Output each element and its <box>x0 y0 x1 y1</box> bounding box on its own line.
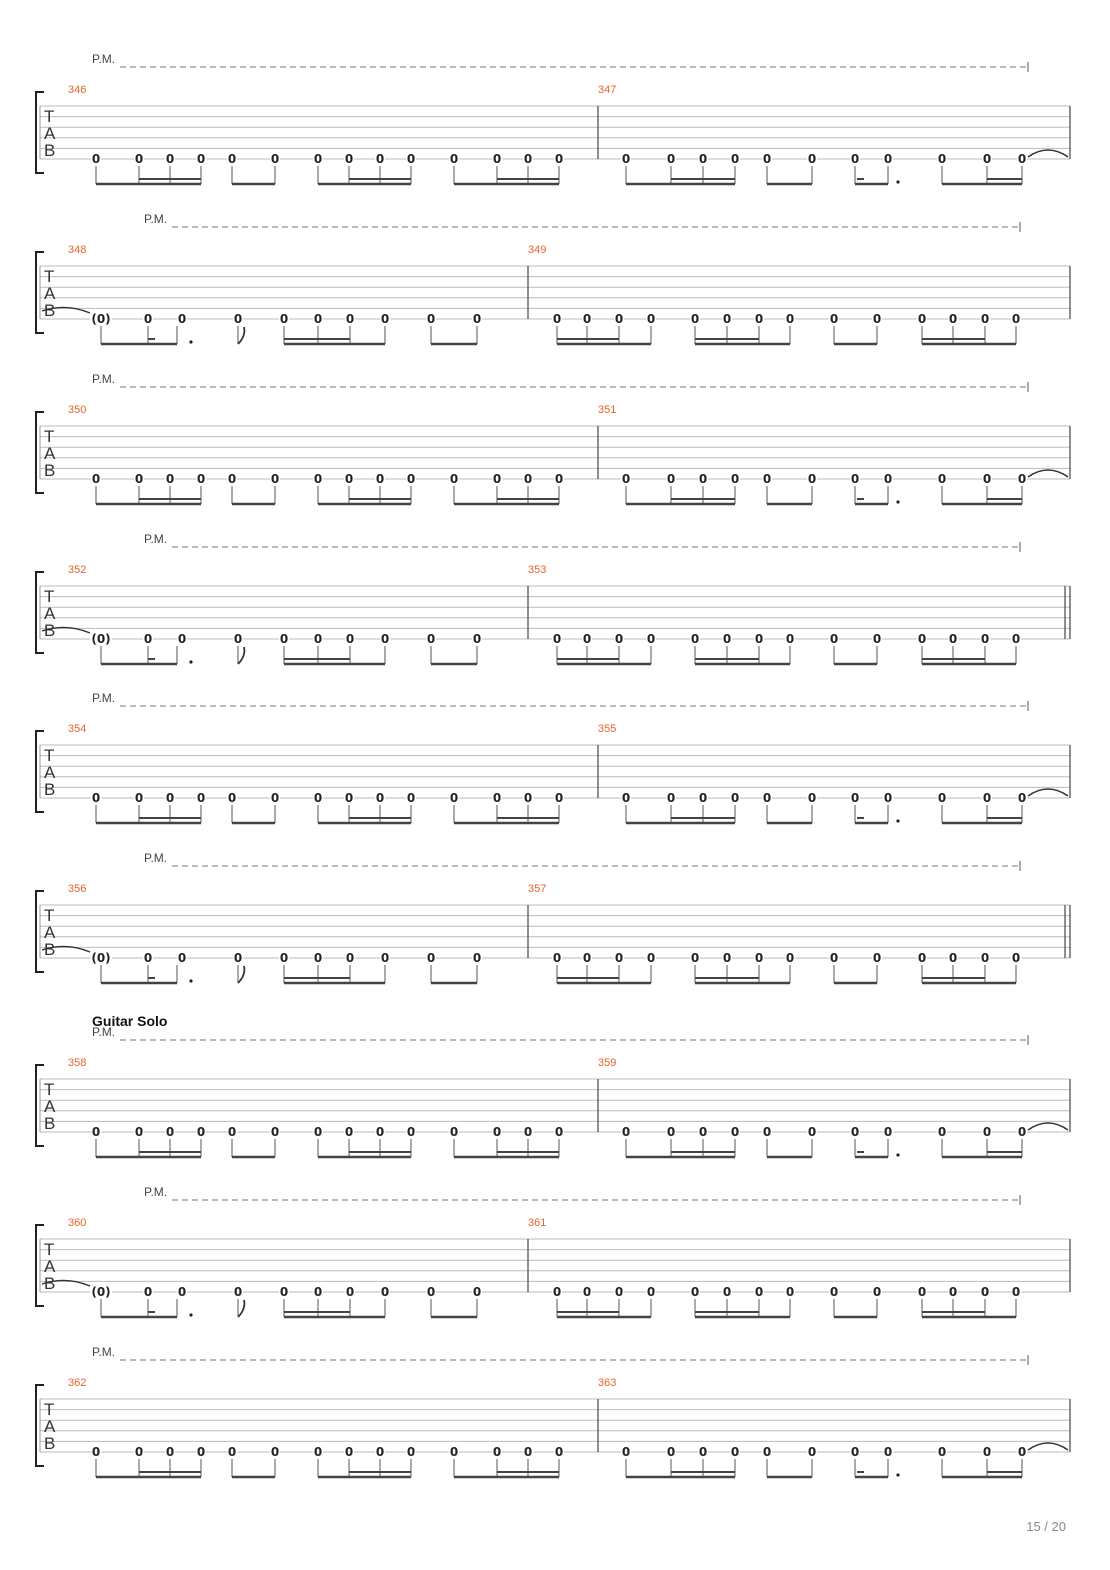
fret-number: 0 <box>937 1125 947 1139</box>
fret-number: 0 <box>406 1125 416 1139</box>
fret-number: 0 <box>850 152 860 166</box>
measure-number: 354 <box>68 723 87 735</box>
tie-arc <box>1028 1123 1068 1130</box>
fret-number: 0 <box>492 152 502 166</box>
fret-number: 0 <box>621 1125 631 1139</box>
fret-number: 0 <box>380 1285 390 1299</box>
fret-number: 0 <box>91 1445 101 1459</box>
fret-number: 0 <box>426 632 436 646</box>
fret-number: 0 <box>91 791 101 805</box>
fret-number: 0 <box>762 1445 772 1459</box>
fret-number: 0 <box>313 1285 323 1299</box>
palm-mute-label: P.M. <box>144 212 168 226</box>
fret-number: 0 <box>785 951 795 965</box>
fret-number: 0 <box>344 1445 354 1459</box>
fret-number: 0 <box>426 312 436 326</box>
fret-number: 0 <box>807 791 817 805</box>
fret-number: 0 <box>1011 1285 1021 1299</box>
fret-number: 0 <box>143 951 153 965</box>
fret-number: 0 <box>472 632 482 646</box>
fret-number: 0 <box>165 152 175 166</box>
fret-number: 0 <box>829 312 839 326</box>
fret-number: 0 <box>762 472 772 486</box>
fret-number: 0 <box>523 791 533 805</box>
fret-number: 0 <box>785 1285 795 1299</box>
fret-number: 0 <box>937 1445 947 1459</box>
augmentation-dot <box>896 180 899 183</box>
tab-clef-b: B <box>44 141 56 160</box>
fret-number: 0 <box>472 1285 482 1299</box>
augmentation-dot <box>189 979 192 982</box>
fret-number: 0 <box>313 791 323 805</box>
fret-number: 0 <box>345 312 355 326</box>
tab-clef-a: A <box>44 604 56 623</box>
measure-number: 353 <box>528 564 547 576</box>
fret-number: 0 <box>621 1445 631 1459</box>
fret-number: 0 <box>313 632 323 646</box>
measure-number: 356 <box>68 883 87 895</box>
fret-number: 0 <box>380 951 390 965</box>
fret-number: 0 <box>233 951 243 965</box>
fret-number: 0 <box>177 312 187 326</box>
tied-fret-number: (0) <box>91 951 111 965</box>
tab-clef-a: A <box>44 444 56 463</box>
tab-clef-b: B <box>44 621 56 640</box>
tie-arc <box>1028 789 1068 796</box>
fret-number: 0 <box>582 951 592 965</box>
measure-number: 359 <box>598 1057 617 1069</box>
fret-number: 0 <box>279 951 289 965</box>
palm-mute-label: P.M. <box>144 851 168 865</box>
fret-number: 0 <box>666 1445 676 1459</box>
fret-number: 0 <box>807 1445 817 1459</box>
palm-mute-label: P.M. <box>92 52 116 66</box>
page-number: 15 / 20 <box>1026 1519 1066 1534</box>
tab-clef-t: T <box>44 906 55 925</box>
fret-number: 0 <box>426 1285 436 1299</box>
measure-number: 350 <box>68 404 87 416</box>
fret-number: 0 <box>270 1445 280 1459</box>
tab-clef-t: T <box>44 427 55 446</box>
note-flag <box>238 1300 244 1317</box>
fret-number: 0 <box>552 1285 562 1299</box>
fret-number: 0 <box>698 1125 708 1139</box>
fret-number: 0 <box>344 472 354 486</box>
fret-number: 0 <box>134 1125 144 1139</box>
fret-number: 0 <box>523 1125 533 1139</box>
fret-number: 0 <box>426 951 436 965</box>
fret-number: 0 <box>345 951 355 965</box>
tab-clef-a: A <box>44 1417 56 1436</box>
fret-number: 0 <box>554 1125 564 1139</box>
tab-clef-b: B <box>44 1114 56 1133</box>
tab-clef-b: B <box>44 780 56 799</box>
fret-number: 0 <box>980 312 990 326</box>
fret-number: 0 <box>406 791 416 805</box>
fret-number: 0 <box>380 312 390 326</box>
fret-number: 0 <box>1017 1125 1027 1139</box>
fret-number: 0 <box>134 791 144 805</box>
fret-number: 0 <box>313 1445 323 1459</box>
fret-number: 0 <box>196 791 206 805</box>
fret-number: 0 <box>850 1125 860 1139</box>
fret-number: 0 <box>614 1285 624 1299</box>
fret-number: 0 <box>523 152 533 166</box>
fret-number: 0 <box>196 152 206 166</box>
fret-number: 0 <box>982 1125 992 1139</box>
fret-number: 0 <box>1017 152 1027 166</box>
fret-number: 0 <box>554 152 564 166</box>
fret-number: 0 <box>177 951 187 965</box>
fret-number: 0 <box>165 472 175 486</box>
fret-number: 0 <box>554 791 564 805</box>
fret-number: 0 <box>492 1445 502 1459</box>
fret-number: 0 <box>177 1285 187 1299</box>
fret-number: 0 <box>698 1445 708 1459</box>
fret-number: 0 <box>375 1125 385 1139</box>
fret-number: 0 <box>449 1125 459 1139</box>
fret-number: 0 <box>91 1125 101 1139</box>
tab-clef-a: A <box>44 284 56 303</box>
fret-number: 0 <box>698 791 708 805</box>
fret-number: 0 <box>552 632 562 646</box>
fret-number: 0 <box>883 152 893 166</box>
augmentation-dot <box>896 1473 899 1476</box>
tab-clef-a: A <box>44 1257 56 1276</box>
fret-number: 0 <box>948 312 958 326</box>
fret-number: 0 <box>554 1445 564 1459</box>
tab-clef-a: A <box>44 763 56 782</box>
fret-number: 0 <box>375 1445 385 1459</box>
fret-number: 0 <box>730 1125 740 1139</box>
fret-number: 0 <box>785 312 795 326</box>
fret-number: 0 <box>730 472 740 486</box>
fret-number: 0 <box>646 632 656 646</box>
fret-number: 0 <box>754 312 764 326</box>
fret-number: 0 <box>666 152 676 166</box>
fret-number: 0 <box>754 632 764 646</box>
fret-number: 0 <box>883 1125 893 1139</box>
augmentation-dot <box>189 340 192 343</box>
fret-number: 0 <box>582 312 592 326</box>
fret-number: 0 <box>1017 791 1027 805</box>
fret-number: 0 <box>313 1125 323 1139</box>
measure-number: 357 <box>528 883 547 895</box>
fret-number: 0 <box>375 152 385 166</box>
tab-clef-b: B <box>44 1434 56 1453</box>
tab-clef-b: B <box>44 1274 56 1293</box>
fret-number: 0 <box>690 632 700 646</box>
fret-number: 0 <box>621 152 631 166</box>
fret-number: 0 <box>134 152 144 166</box>
tab-clef-t: T <box>44 1080 55 1099</box>
fret-number: 0 <box>850 472 860 486</box>
fret-number: 0 <box>472 951 482 965</box>
fret-number: 0 <box>134 1445 144 1459</box>
augmentation-dot <box>896 1153 899 1156</box>
augmentation-dot <box>189 1313 192 1316</box>
section-label: Guitar Solo <box>92 1013 168 1029</box>
fret-number: 0 <box>492 1125 502 1139</box>
fret-number: 0 <box>980 951 990 965</box>
fret-number: 0 <box>690 1285 700 1299</box>
tie-arc <box>1028 150 1068 157</box>
fret-number: 0 <box>698 472 708 486</box>
fret-number: 0 <box>143 312 153 326</box>
fret-number: 0 <box>883 1445 893 1459</box>
fret-number: 0 <box>523 1445 533 1459</box>
note-flag <box>238 327 244 344</box>
fret-number: 0 <box>554 472 564 486</box>
tab-clef-t: T <box>44 107 55 126</box>
fret-number: 0 <box>646 1285 656 1299</box>
fret-number: 0 <box>807 1125 817 1139</box>
fret-number: 0 <box>582 632 592 646</box>
note-flag <box>238 966 244 983</box>
palm-mute-label: P.M. <box>144 1185 168 1199</box>
fret-number: 0 <box>614 632 624 646</box>
fret-number: 0 <box>406 1445 416 1459</box>
fret-number: 0 <box>937 472 947 486</box>
measure-number: 348 <box>68 244 87 256</box>
fret-number: 0 <box>982 152 992 166</box>
fret-number: 0 <box>345 632 355 646</box>
fret-number: 0 <box>227 472 237 486</box>
fret-number: 0 <box>406 152 416 166</box>
measure-number: 347 <box>598 84 617 96</box>
fret-number: 0 <box>313 312 323 326</box>
fret-number: 0 <box>872 1285 882 1299</box>
fret-number: 0 <box>980 632 990 646</box>
note-flag <box>238 647 244 664</box>
fret-number: 0 <box>313 951 323 965</box>
fret-number: 0 <box>196 1445 206 1459</box>
tab-clef-t: T <box>44 1400 55 1419</box>
fret-number: 0 <box>730 152 740 166</box>
fret-number: 0 <box>1011 632 1021 646</box>
fret-number: 0 <box>270 472 280 486</box>
fret-number: 0 <box>233 632 243 646</box>
fret-number: 0 <box>344 152 354 166</box>
fret-number: 0 <box>552 312 562 326</box>
measure-number: 363 <box>598 1377 617 1389</box>
fret-number: 0 <box>177 632 187 646</box>
fret-number: 0 <box>279 632 289 646</box>
fret-number: 0 <box>344 1125 354 1139</box>
fret-number: 0 <box>646 951 656 965</box>
fret-number: 0 <box>754 1285 764 1299</box>
tied-fret-number: (0) <box>91 632 111 646</box>
fret-number: 0 <box>807 152 817 166</box>
fret-number: 0 <box>690 312 700 326</box>
fret-number: 0 <box>227 791 237 805</box>
tab-clef-t: T <box>44 1240 55 1259</box>
fret-number: 0 <box>948 632 958 646</box>
fret-number: 0 <box>646 312 656 326</box>
fret-number: 0 <box>270 152 280 166</box>
fret-number: 0 <box>937 791 947 805</box>
fret-number: 0 <box>722 1285 732 1299</box>
fret-number: 0 <box>1017 472 1027 486</box>
augmentation-dot <box>896 819 899 822</box>
fret-number: 0 <box>345 1285 355 1299</box>
fret-number: 0 <box>980 1285 990 1299</box>
tab-clef-t: T <box>44 267 55 286</box>
fret-number: 0 <box>614 951 624 965</box>
fret-number: 0 <box>982 791 992 805</box>
fret-number: 0 <box>1017 1445 1027 1459</box>
tab-clef-a: A <box>44 923 56 942</box>
fret-number: 0 <box>917 951 927 965</box>
fret-number: 0 <box>785 632 795 646</box>
fret-number: 0 <box>233 312 243 326</box>
measure-number: 361 <box>528 1217 547 1229</box>
measure-number: 346 <box>68 84 87 96</box>
fret-number: 0 <box>872 312 882 326</box>
fret-number: 0 <box>666 1125 676 1139</box>
tab-clef-b: B <box>44 301 56 320</box>
fret-number: 0 <box>227 1445 237 1459</box>
fret-number: 0 <box>313 472 323 486</box>
fret-number: 0 <box>227 152 237 166</box>
fret-number: 0 <box>279 312 289 326</box>
fret-number: 0 <box>698 152 708 166</box>
fret-number: 0 <box>621 472 631 486</box>
measure-number: 349 <box>528 244 547 256</box>
fret-number: 0 <box>730 1445 740 1459</box>
tie-arc <box>1028 1443 1068 1450</box>
tab-clef-a: A <box>44 124 56 143</box>
fret-number: 0 <box>523 472 533 486</box>
fret-number: 0 <box>344 791 354 805</box>
fret-number: 0 <box>313 152 323 166</box>
fret-number: 0 <box>582 1285 592 1299</box>
fret-number: 0 <box>807 472 817 486</box>
fret-number: 0 <box>270 791 280 805</box>
fret-number: 0 <box>917 632 927 646</box>
fret-number: 0 <box>722 632 732 646</box>
fret-number: 0 <box>380 632 390 646</box>
tied-fret-number: (0) <box>91 1285 111 1299</box>
fret-number: 0 <box>666 472 676 486</box>
fret-number: 0 <box>165 1125 175 1139</box>
fret-number: 0 <box>829 1285 839 1299</box>
fret-number: 0 <box>1011 951 1021 965</box>
measure-number: 358 <box>68 1057 87 1069</box>
fret-number: 0 <box>91 472 101 486</box>
fret-number: 0 <box>762 791 772 805</box>
fret-number: 0 <box>621 791 631 805</box>
fret-number: 0 <box>165 1445 175 1459</box>
fret-number: 0 <box>829 632 839 646</box>
fret-number: 0 <box>948 951 958 965</box>
fret-number: 0 <box>722 312 732 326</box>
fret-number: 0 <box>850 1445 860 1459</box>
tied-fret-number: (0) <box>91 312 111 326</box>
fret-number: 0 <box>143 1285 153 1299</box>
fret-number: 0 <box>134 472 144 486</box>
fret-number: 0 <box>614 312 624 326</box>
measure-number: 362 <box>68 1377 87 1389</box>
fret-number: 0 <box>449 1445 459 1459</box>
fret-number: 0 <box>270 1125 280 1139</box>
tab-clef-t: T <box>44 587 55 606</box>
fret-number: 0 <box>449 472 459 486</box>
fret-number: 0 <box>829 951 839 965</box>
fret-number: 0 <box>666 791 676 805</box>
fret-number: 0 <box>762 152 772 166</box>
measure-number: 360 <box>68 1217 87 1229</box>
fret-number: 0 <box>279 1285 289 1299</box>
fret-number: 0 <box>449 791 459 805</box>
fret-number: 0 <box>872 632 882 646</box>
fret-number: 0 <box>850 791 860 805</box>
tie-arc <box>1028 470 1068 477</box>
fret-number: 0 <box>690 951 700 965</box>
fret-number: 0 <box>233 1285 243 1299</box>
fret-number: 0 <box>937 152 947 166</box>
fret-number: 0 <box>872 951 882 965</box>
tab-clef-t: T <box>44 746 55 765</box>
tab-clef-b: B <box>44 940 56 959</box>
fret-number: 0 <box>375 472 385 486</box>
measure-number: 355 <box>598 723 617 735</box>
tab-clef-b: B <box>44 461 56 480</box>
fret-number: 0 <box>722 951 732 965</box>
palm-mute-label: P.M. <box>92 1025 116 1039</box>
tab-clef-a: A <box>44 1097 56 1116</box>
fret-number: 0 <box>917 312 927 326</box>
fret-number: 0 <box>730 791 740 805</box>
augmentation-dot <box>896 500 899 503</box>
fret-number: 0 <box>375 791 385 805</box>
fret-number: 0 <box>227 1125 237 1139</box>
fret-number: 0 <box>472 312 482 326</box>
palm-mute-label: P.M. <box>92 372 116 386</box>
fret-number: 0 <box>982 1445 992 1459</box>
fret-number: 0 <box>143 632 153 646</box>
fret-number: 0 <box>196 472 206 486</box>
fret-number: 0 <box>492 791 502 805</box>
palm-mute-label: P.M. <box>92 691 116 705</box>
fret-number: 0 <box>883 791 893 805</box>
fret-number: 0 <box>762 1125 772 1139</box>
fret-number: 0 <box>449 152 459 166</box>
fret-number: 0 <box>754 951 764 965</box>
fret-number: 0 <box>982 472 992 486</box>
fret-number: 0 <box>917 1285 927 1299</box>
fret-number: 0 <box>165 791 175 805</box>
fret-number: 0 <box>492 472 502 486</box>
fret-number: 0 <box>1011 312 1021 326</box>
fret-number: 0 <box>552 951 562 965</box>
fret-number: 0 <box>883 472 893 486</box>
measure-number: 351 <box>598 404 617 416</box>
palm-mute-label: P.M. <box>144 532 168 546</box>
fret-number: 0 <box>91 152 101 166</box>
fret-number: 0 <box>406 472 416 486</box>
palm-mute-label: P.M. <box>92 1345 116 1359</box>
augmentation-dot <box>189 660 192 663</box>
fret-number: 0 <box>196 1125 206 1139</box>
measure-number: 352 <box>68 564 87 576</box>
fret-number: 0 <box>948 1285 958 1299</box>
